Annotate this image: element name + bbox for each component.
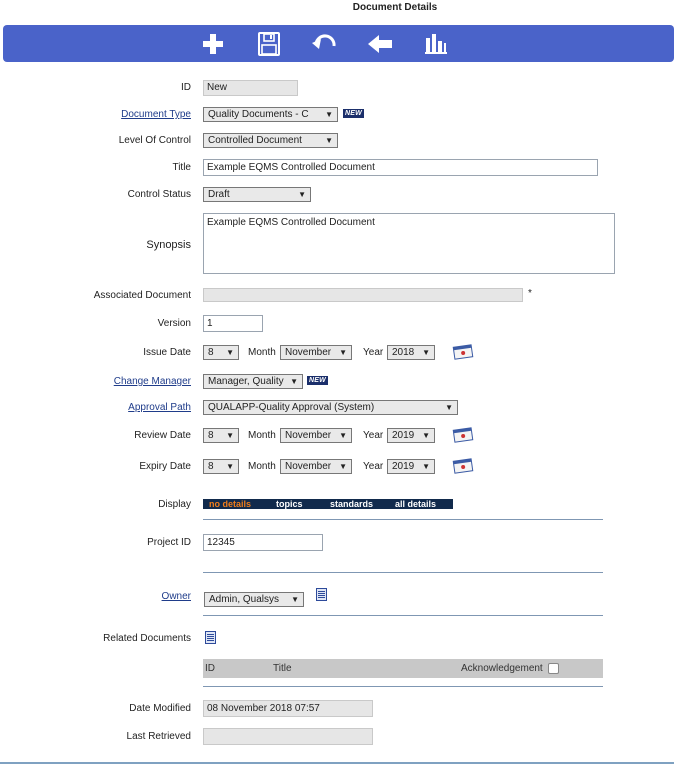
synopsis-textarea[interactable]: Example EQMS Controlled Document [203, 213, 615, 274]
title-label: Title [172, 162, 191, 173]
new-badge[interactable]: NEW [309, 377, 326, 384]
footer-divider [0, 762, 674, 764]
month-label: Month [248, 461, 276, 472]
bar-chart-icon[interactable] [422, 30, 450, 58]
associated-document-field[interactable] [203, 288, 523, 302]
level-of-control-select[interactable] [203, 133, 338, 148]
chevron-down-icon: ▼ [422, 348, 430, 357]
synopsis-label: Synopsis [146, 239, 191, 251]
plus-icon[interactable] [199, 30, 227, 58]
issue-month-value: November [285, 347, 332, 358]
chevron-down-icon: ▼ [339, 462, 347, 471]
month-label: Month [248, 430, 276, 441]
tab-standards[interactable]: standards [330, 499, 374, 509]
chevron-down-icon: ▼ [445, 403, 453, 412]
expiry-month-select[interactable] [280, 459, 352, 474]
owner-link[interactable]: Owner [161, 591, 191, 602]
chevron-down-icon: ▼ [339, 431, 347, 440]
issue-month-select[interactable] [280, 345, 352, 360]
issue-year-select[interactable] [387, 345, 435, 360]
arrow-left-icon[interactable] [366, 30, 394, 58]
tab-all-details[interactable]: all details [395, 499, 437, 509]
review-day-select[interactable] [203, 428, 239, 443]
expiry-date-label: Expiry Date [139, 461, 191, 472]
approval-path-value: QUALAPP-Quality Approval (System) [208, 402, 375, 413]
chevron-down-icon: ▼ [290, 377, 298, 386]
chevron-down-icon: ▼ [226, 431, 234, 440]
expiry-day-value: 8 [208, 461, 214, 472]
id-label: ID [181, 82, 191, 93]
level-of-control-value: Controlled Document [208, 135, 302, 146]
undo-icon[interactable] [310, 30, 338, 58]
issue-year-value: 2018 [392, 347, 415, 358]
review-year-select[interactable] [387, 428, 435, 443]
display-label: Display [158, 499, 191, 510]
chevron-down-icon: ▼ [226, 462, 234, 471]
date-modified-label: Date Modified [129, 703, 191, 714]
month-label: Month [248, 347, 276, 358]
expiry-month-value: November [285, 461, 332, 472]
column-header-acknowledgement: Acknowledgement [461, 663, 543, 674]
column-header-title: Title [273, 663, 292, 674]
issue-day-value: 8 [208, 347, 214, 358]
required-marker: * [528, 288, 532, 299]
last-retrieved-field [203, 728, 373, 745]
owner-value: Admin, Qualsys [209, 594, 280, 605]
control-status-select[interactable] [203, 187, 311, 202]
document-type-value: Quality Documents - C [208, 109, 309, 120]
calendar-icon[interactable] [452, 344, 474, 360]
approval-path-link[interactable]: Approval Path [128, 402, 191, 413]
level-of-control-label: Level Of Control [118, 135, 191, 146]
date-modified-field: 08 November 2018 07:57 [203, 700, 373, 717]
id-field: New [203, 80, 298, 96]
page-title: Document Details [352, 2, 438, 13]
year-label: Year [363, 430, 384, 441]
column-header-id: ID [205, 663, 215, 674]
divider [203, 686, 603, 687]
issue-date-label: Issue Date [143, 347, 191, 358]
save-icon[interactable] [255, 30, 283, 58]
chevron-down-icon: ▼ [325, 110, 333, 119]
document-list-icon[interactable] [316, 588, 327, 601]
change-manager-value: Manager, Quality [208, 376, 284, 387]
chevron-down-icon: ▼ [422, 431, 430, 440]
control-status-value: Draft [208, 189, 230, 200]
associated-document-label: Associated Document [93, 290, 191, 301]
title-input[interactable]: Example EQMS Controlled Document [203, 159, 598, 176]
version-input[interactable]: 1 [203, 315, 263, 332]
tab-topics[interactable]: topics [276, 499, 303, 509]
divider [203, 519, 603, 520]
document-type-link[interactable]: Document Type [121, 109, 191, 120]
approval-path-select[interactable] [203, 400, 458, 415]
new-badge[interactable]: NEW [345, 110, 362, 117]
change-manager-link[interactable]: Change Manager [113, 376, 191, 387]
expiry-year-select[interactable] [387, 459, 435, 474]
last-retrieved-label: Last Retrieved [126, 731, 191, 742]
chevron-down-icon: ▼ [422, 462, 430, 471]
expiry-day-select[interactable] [203, 459, 239, 474]
chevron-down-icon: ▼ [298, 190, 306, 199]
calendar-icon[interactable] [452, 458, 474, 474]
related-documents-label: Related Documents [103, 633, 191, 644]
review-year-value: 2019 [392, 430, 415, 441]
chevron-down-icon: ▼ [339, 348, 347, 357]
acknowledgement-checkbox[interactable] [548, 663, 559, 674]
chevron-down-icon: ▼ [325, 136, 333, 145]
issue-day-select[interactable] [203, 345, 239, 360]
review-day-value: 8 [208, 430, 214, 441]
review-month-select[interactable] [280, 428, 352, 443]
tab-no-details[interactable]: no details [209, 499, 252, 509]
year-label: Year [363, 461, 384, 472]
change-manager-select[interactable] [203, 374, 303, 389]
version-label: Version [157, 318, 191, 329]
review-date-label: Review Date [134, 430, 191, 441]
toolbar [3, 25, 674, 62]
chevron-down-icon: ▼ [291, 595, 299, 604]
divider [203, 615, 603, 616]
year-label: Year [363, 347, 384, 358]
control-status-label: Control Status [127, 189, 191, 200]
document-type-select[interactable] [203, 107, 338, 122]
project-id-input[interactable]: 12345 [203, 534, 323, 551]
project-id-label: Project ID [147, 537, 191, 548]
document-list-icon[interactable] [205, 631, 216, 644]
display-tabs [203, 499, 453, 509]
expiry-year-value: 2019 [392, 461, 415, 472]
review-month-value: November [285, 430, 332, 441]
divider [203, 572, 603, 573]
chevron-down-icon: ▼ [226, 348, 234, 357]
calendar-icon[interactable] [452, 427, 474, 443]
owner-select[interactable] [204, 592, 304, 607]
related-documents-table-header [203, 659, 603, 678]
